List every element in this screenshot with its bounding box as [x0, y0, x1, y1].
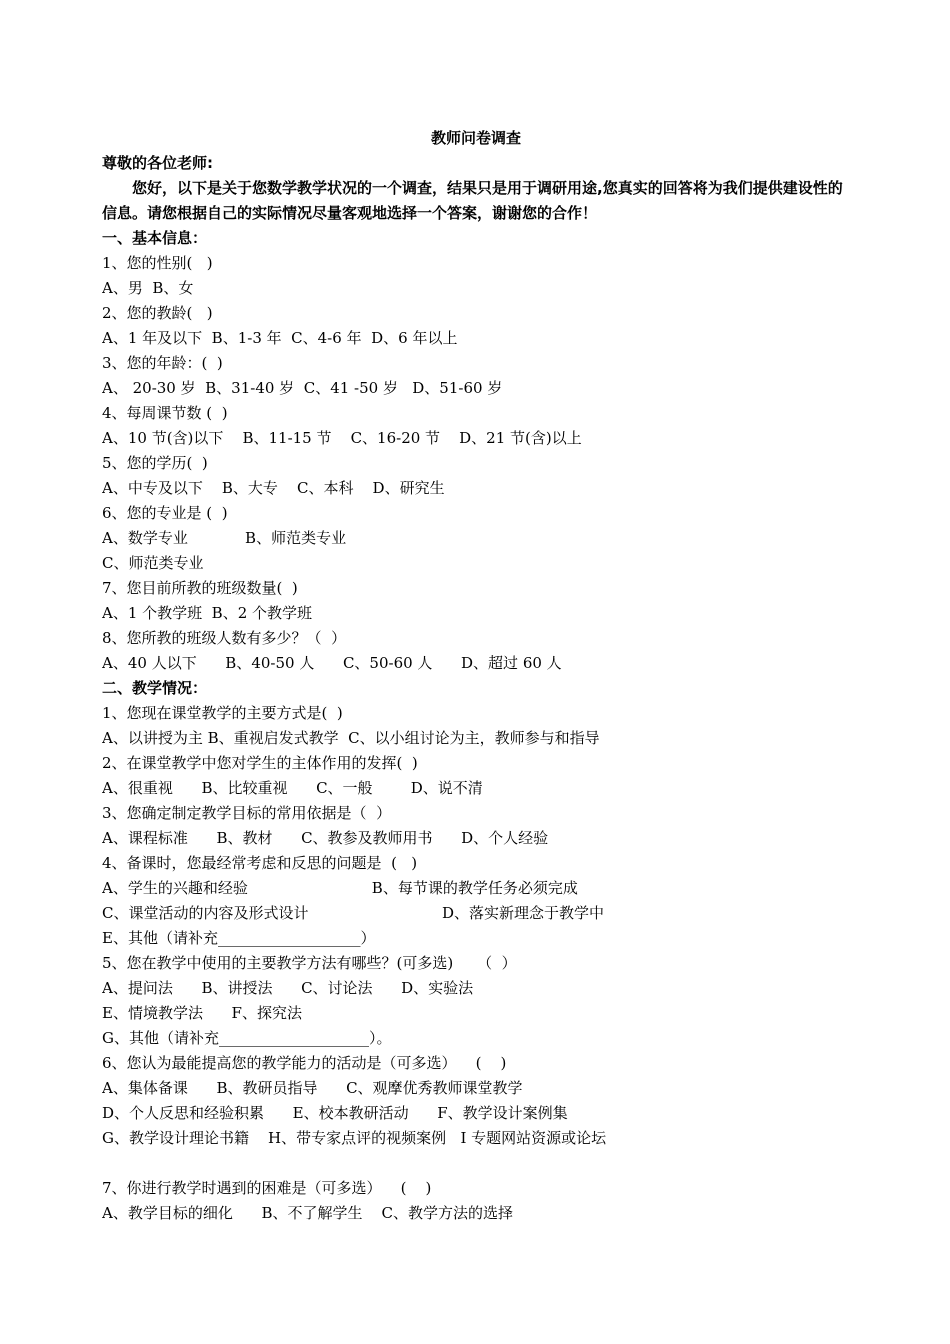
- question-line: 1、您现在课堂教学的主要方式是( ): [102, 704, 343, 722]
- options-line: C、课堂活动的内容及形式设计 D、落实新理念于教学中: [102, 904, 605, 922]
- question-line: 8、您所教的班级人数有多少？（ ）: [102, 629, 347, 647]
- options-line: A、集体备课 B、教研员指导 C、观摩优秀教师课堂教学: [102, 1079, 523, 1097]
- question-line: 3、您确定制定教学目标的常用依据是（ ）: [102, 804, 392, 822]
- options-line: G、教学设计理论书籍 H、带专家点评的视频案例 I 专题网站资源或论坛: [102, 1129, 607, 1147]
- question-line: 6、您认为最能提高您的教学能力的活动是（可多选） ( ): [102, 1054, 507, 1072]
- options-line: A、中专及以下 B、大专 C、本科 D、研究生: [102, 479, 445, 497]
- options-line: A、 20-30 岁 B、31-40 岁 C、41 -50 岁 D、51-60 岁: [102, 379, 503, 397]
- question-line: 3、您的年龄：( ): [102, 354, 223, 372]
- options-line: A、以讲授为主 B、重视启发式教学 C、以小组讨论为主，教师参与和指导: [102, 729, 600, 747]
- options-line: E、情境教学法 F、探究法: [102, 1004, 302, 1022]
- options-line: A、10 节(含)以下 B、11-15 节 C、16-20 节 D、21 节(含)以上: [102, 429, 582, 447]
- document-page: [102, 126, 850, 1226]
- options-line: D、个人反思和经验积累 E、校本教研活动 F、教学设计案例集: [102, 1104, 568, 1122]
- options-line: A、男 B、女: [102, 279, 194, 297]
- blank-line: [102, 1151, 850, 1176]
- intro-paragraph: 您好，以下是关于您数学教学状况的一个调查，结果只是用于调研用途,您真实的回答将为我们提供建设性的信息。请您根据自己的实际情况尽量客观地选择一个答案，谢谢您的合作！: [102, 179, 843, 222]
- question-line: 1、您的性别( ): [102, 254, 213, 272]
- question-line: 4、备课时，您最经常考虑和反思的问题是 ( ): [102, 854, 418, 872]
- options-line: A、数学专业 B、师范类专业: [102, 529, 347, 547]
- options-line: A、课程标准 B、教材 C、教参及教师用书 D、个人经验: [102, 829, 549, 847]
- options-line: A、1 个教学班 B、2 个教学班: [102, 604, 313, 622]
- options-line: A、很重视 B、比较重视 C、一般 D、说不清: [102, 779, 483, 797]
- document-title: 教师问卷调查: [430, 129, 521, 147]
- question-line: 6、您的专业是 ( ): [102, 504, 228, 522]
- question-line: 2、您的教龄( ): [102, 304, 213, 322]
- section-teaching-heading: 二、教学情况：: [102, 679, 208, 697]
- question-line: 5、您在教学中使用的主要教学方法有哪些？(可多选) （ ）: [102, 954, 517, 972]
- teaching-questions: [102, 701, 850, 1226]
- greeting: 尊敬的各位老师:: [102, 154, 213, 172]
- basic-info-questions: [102, 251, 850, 676]
- options-line: A、40 人以下 B、40-50 人 C、50-60 人 D、超过 60 人: [102, 654, 562, 672]
- question-line: 2、在课堂教学中您对学生的主体作用的发挥( ): [102, 754, 418, 772]
- question-line: 4、每周课节数 ( ): [102, 404, 228, 422]
- options-line: A、学生的兴趣和经验 B、每节课的教学任务必须完成: [102, 879, 578, 897]
- question-line: 5、您的学历( ): [102, 454, 208, 472]
- options-line: E、其他（请补充___________________）: [102, 929, 376, 947]
- section-basic-info-heading: 一、基本信息：: [102, 229, 208, 247]
- options-line: A、提问法 B、讲授法 C、讨论法 D、实验法: [102, 979, 474, 997]
- options-line: G、其他（请补充____________________）。: [102, 1029, 392, 1047]
- options-line: A、1 年及以下 B、1-3 年 C、4-6 年 D、6 年以上: [102, 329, 458, 347]
- options-line: C、师范类专业: [102, 554, 204, 572]
- question-line: 7、你进行教学时遇到的困难是（可多选） ( ): [102, 1179, 432, 1197]
- question-line: 7、您目前所教的班级数量( ): [102, 579, 298, 597]
- options-line: A、教学目标的细化 B、不了解学生 C、教学方法的选择: [102, 1204, 514, 1222]
